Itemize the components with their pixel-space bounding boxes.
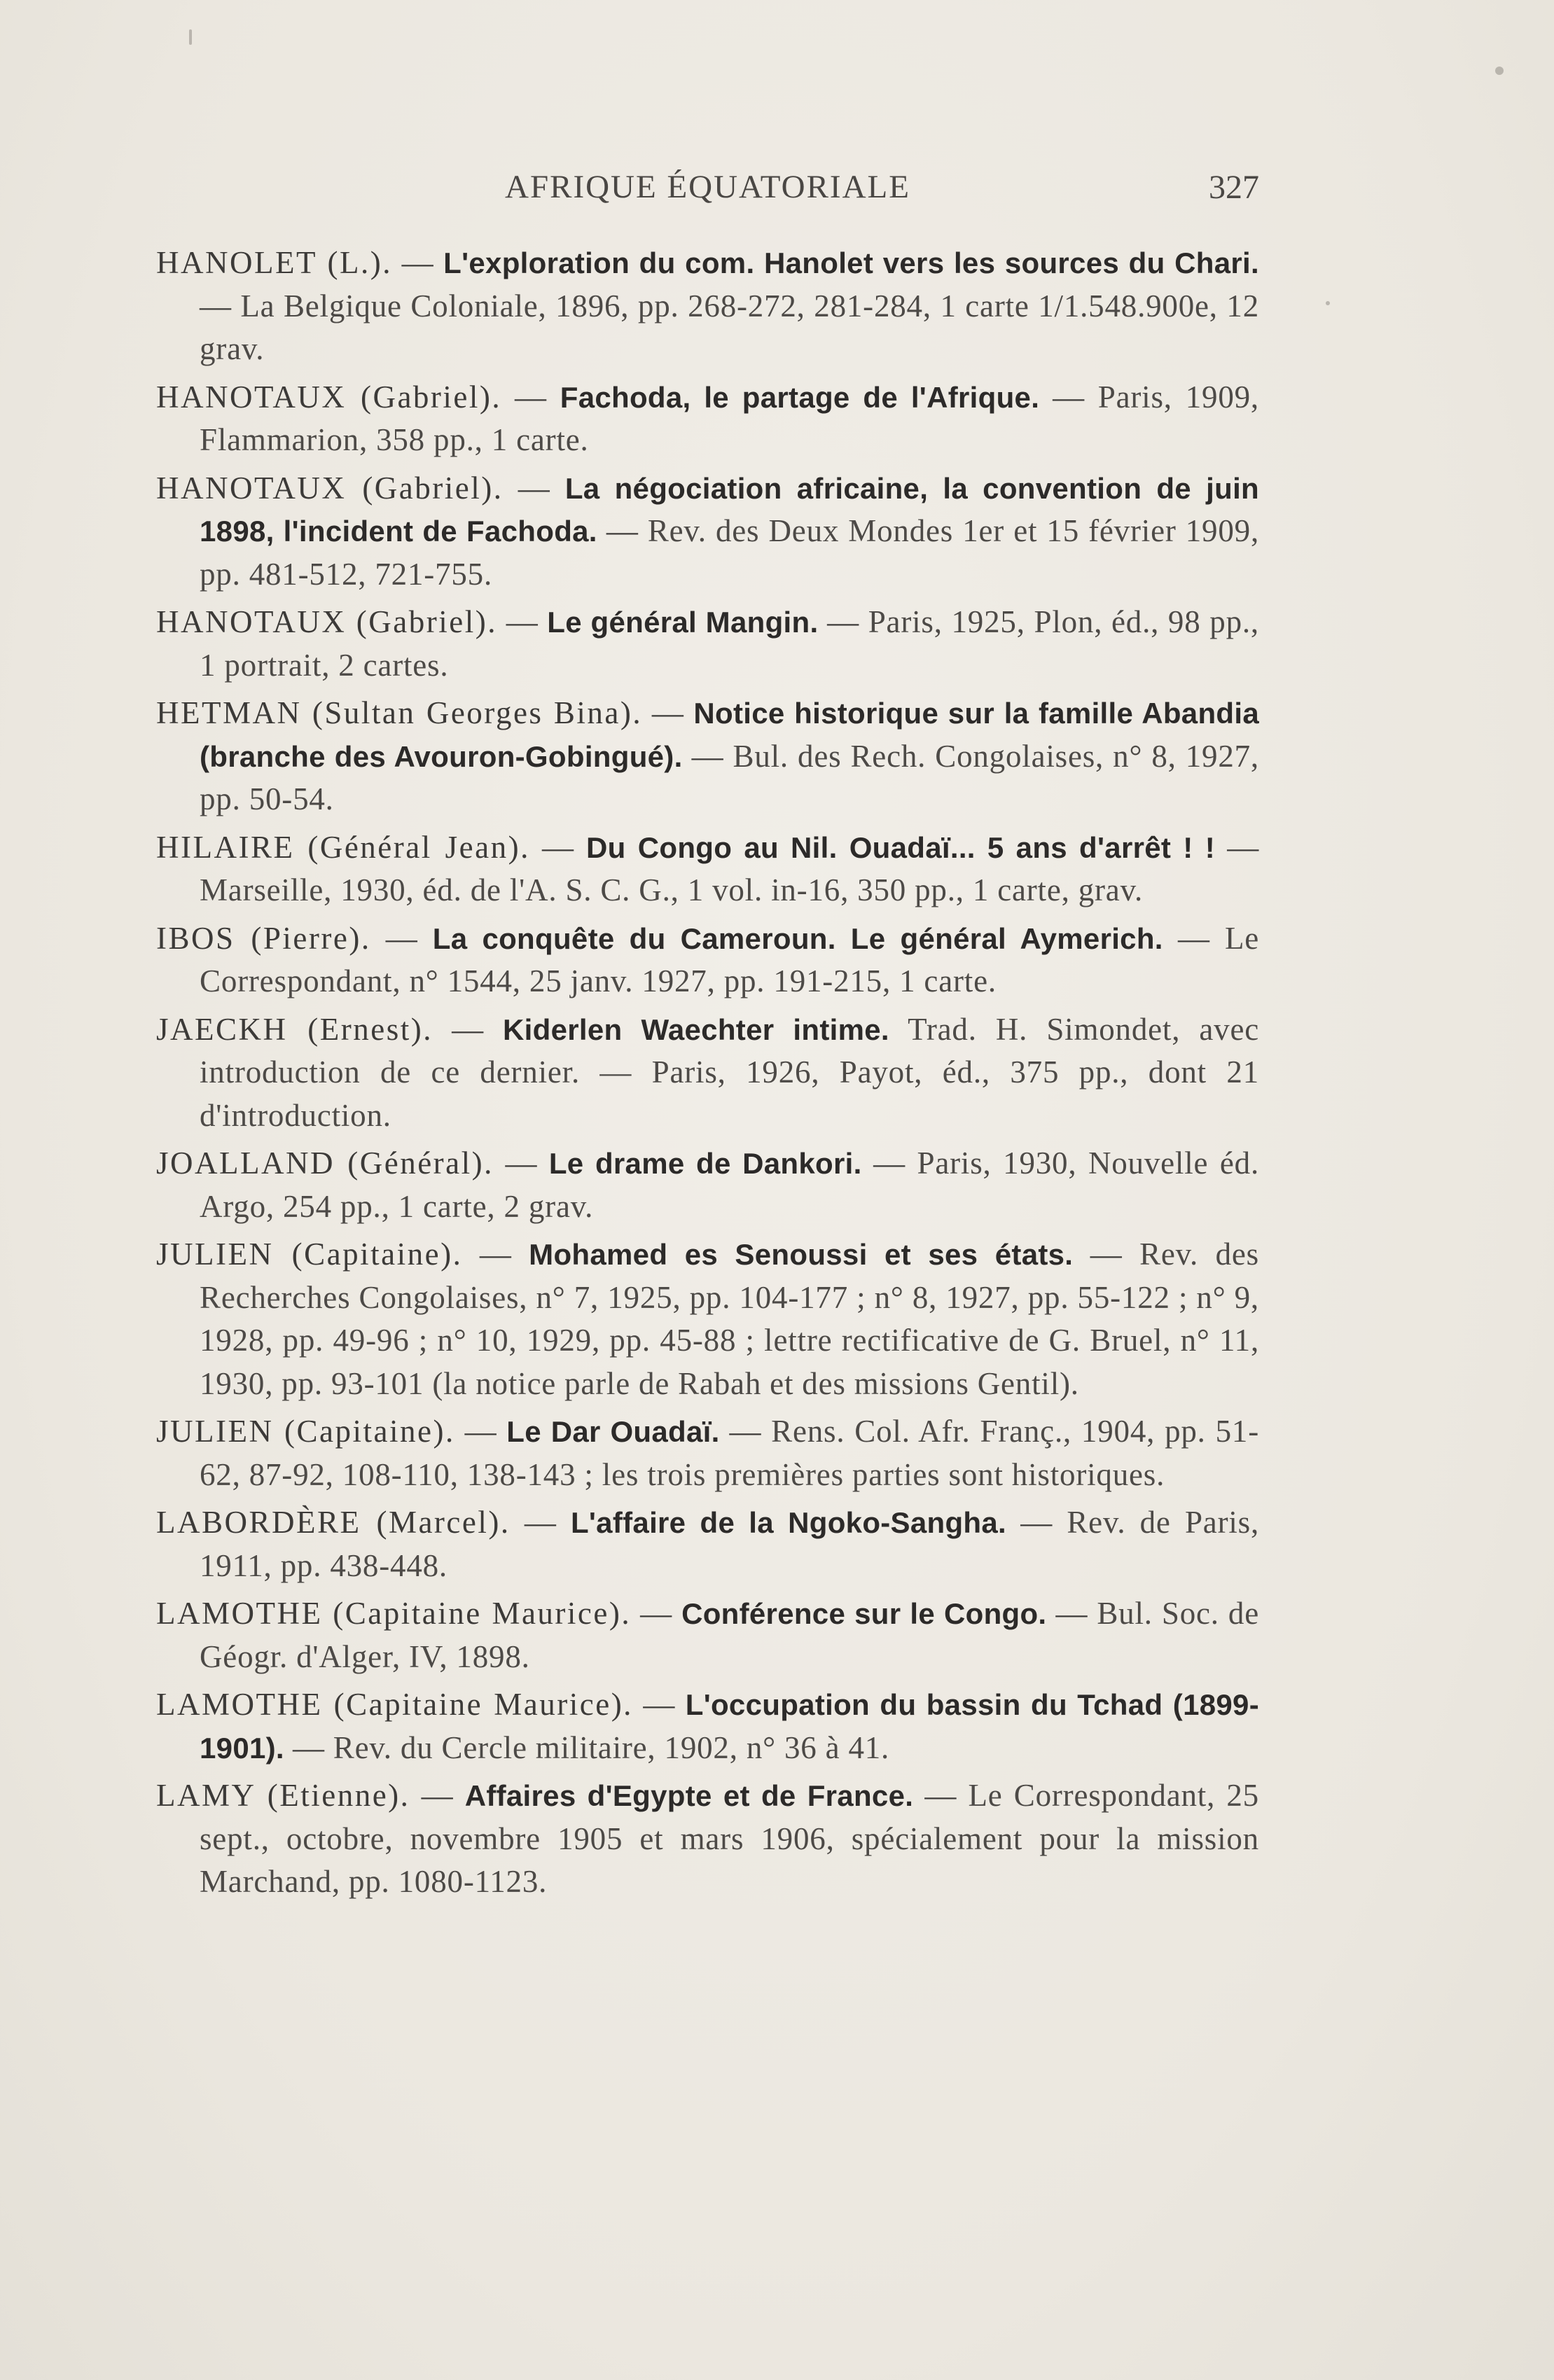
- entry-author: HANOTAUX (Gabriel).: [156, 604, 497, 639]
- bibliography-entry: LAMY (Etienne). — Affaires d'Egypte et de France. — Le Correspondant, 25 sept., octobre, novembre 1905 et mars 1906, spécialement pour la mission Marchand, pp. 1080-1123.: [156, 1778, 1259, 1899]
- bibliography-entry: HANOLET (L.). — L'exploration du com. Hanolet vers les sources du Chari. — La Belgique Coloniale, 1896, pp. 268-272, 281-284, 1 carte 1/1.548.900e, 12 grav.: [156, 245, 1259, 366]
- bibliography-entry: IBOS (Pierre). — La conquête du Cameroun. Le général Aymerich. — Le Correspondant, n° 1544, 25 janv. 1927, pp. 191-215, 1 carte.: [156, 920, 1259, 998]
- entry-title: Fachoda, le partage de l'Afrique.: [560, 380, 1040, 414]
- entry-title: Notice historique sur la famille Abandia (branche des Avouron-Gobingué).: [200, 697, 1260, 773]
- entry-publication: Rens. Col. Afr. Franç., 1904, pp. 51-62, 87-92, 108-110, 138-143 ; les trois premières parties sont historiques.: [200, 1414, 1259, 1492]
- entry-publication: Trad. H. Simondet, avec introduction de ce dernier. — Paris, 1926, Payot, éd., 375 pp., dont 21 d'introduction.: [200, 1011, 1259, 1133]
- entry-title: La conquête du Cameroun. Le général Aymerich.: [432, 921, 1163, 955]
- entry-author: HANOTAUX (Gabriel).: [156, 379, 502, 415]
- running-title: AFRIQUE ÉQUATORIALE: [505, 169, 910, 205]
- entry-title: Le Dar Ouadaï.: [506, 1415, 720, 1448]
- bibliography-entry: JULIEN (Capitaine). — Le Dar Ouadaï. — Rens. Col. Afr. Franç., 1904, pp. 51-62, 87-92, 108-110, 138-143 ; les trois premières parties sont historiques.: [156, 1414, 1259, 1492]
- entry-publication: Bul. Soc. de Géogr. d'Alger, IV, 1898.: [200, 1596, 1259, 1674]
- entry-author: JOALLAND (Général).: [156, 1146, 494, 1181]
- bibliography-entry: HANOTAUX (Gabriel). — Fachoda, le partage de l'Afrique. — Paris, 1909, Flammarion, 358 pp., 1 carte.: [156, 379, 1259, 457]
- entry-title: Le drame de Dankori.: [548, 1147, 862, 1180]
- entry-author: HANOTAUX (Gabriel).: [156, 470, 504, 506]
- entry-author: LABORDÈRE (Marcel).: [156, 1505, 511, 1540]
- entry-title: Conférence sur le Congo.: [681, 1597, 1047, 1630]
- entry-title: La négociation africaine, la convention de juin 1898, l'incident de Fachoda.: [200, 471, 1259, 548]
- entry-title: L'affaire de la Ngoko-Sangha.: [570, 1506, 1007, 1539]
- entry-publication: Marseille, 1930, éd. de l'A. S. C. G., 1 vol. in-16, 350 pp., 1 carte, grav.: [200, 872, 1144, 907]
- entry-publication: Paris, 1930, Nouvelle éd. Argo, 254 pp., 1 carte, 2 grav.: [200, 1146, 1260, 1224]
- entry-title: L'exploration du com. Hanolet vers les sources du Chari.: [443, 246, 1259, 279]
- entry-author: LAMY (Etienne).: [156, 1778, 410, 1813]
- bibliography-entry: HANOTAUX (Gabriel). — La négociation africaine, la convention de juin 1898, l'incident de Fachoda. — Rev. des Deux Mondes 1er et 15 février 1909, pp. 481-512, 721-755.: [156, 470, 1259, 592]
- entry-author: LAMOTHE (Capitaine Maurice).: [156, 1687, 633, 1722]
- entry-author: JAECKH (Ernest).: [156, 1011, 433, 1047]
- bibliography-entry: JAECKH (Ernest). — Kiderlen Waechter intime. Trad. H. Simondet, avec introduction de ce dernier. — Paris, 1926, Payot, éd., 375 pp., dont 21 d'introduction.: [156, 1011, 1259, 1133]
- bibliography-entry: LAMOTHE (Capitaine Maurice). — Conférence sur le Congo. — Bul. Soc. de Géogr. d'Alger, IV, 1898.: [156, 1596, 1259, 1674]
- entry-publication: Le Correspondant, n° 1544, 25 janv. 1927, pp. 191-215, 1 carte.: [200, 920, 1259, 998]
- bibliography-entry: JULIEN (Capitaine). — Mohamed es Senoussi et ses états. — Rev. des Recherches Congolaises, n° 7, 1925, pp. 104-177 ; n° 8, 1927, pp. 55-122 ; n° 9, 1928, pp. 49-96 ; n° 10, 1929, pp. 45-88 ; lettre rectificative de G. Bruel, n° 11, 1930, pp. 93-101 (la notice parle de Rabah et des missions Gentil).: [156, 1237, 1259, 1401]
- bibliography-list: [156, 242, 1259, 1909]
- entry-publication: La Belgique Coloniale, 1896, pp. 268-272, 281-284, 1 carte 1/1.548.900e, 12 grav.: [200, 288, 1259, 366]
- page-header: [156, 168, 1259, 217]
- page-number: 327: [1209, 169, 1259, 206]
- entry-author: LAMOTHE (Capitaine Maurice).: [156, 1596, 632, 1631]
- entry-author: HILAIRE (Général Jean).: [156, 829, 530, 865]
- entry-publication: Paris, 1909, Flammarion, 358 pp., 1 carte.: [200, 379, 1259, 457]
- entry-author: JULIEN (Capitaine).: [156, 1414, 455, 1449]
- bibliography-entry: LAMOTHE (Capitaine Maurice). — L'occupation du bassin du Tchad (1899-1901). — Rev. du Cercle militaire, 1902, n° 36 à 41.: [156, 1687, 1259, 1765]
- paper-speck: [189, 29, 192, 45]
- paper-speck: [1495, 67, 1504, 75]
- entry-publication: Rev. de Paris, 1911, pp. 438-448.: [200, 1505, 1260, 1583]
- entry-publication: Bul. des Rech. Congolaises, n° 8, 1927, pp. 50-54.: [200, 738, 1259, 816]
- entry-title: L'occupation du bassin du Tchad (1899-1901).: [200, 1688, 1259, 1765]
- entry-publication: Rev. des Deux Mondes 1er et 15 février 1909, pp. 481-512, 721-755.: [200, 513, 1259, 592]
- bibliography-entry: HILAIRE (Général Jean). — Du Congo au Nil. Ouadaï... 5 ans d'arrêt ! ! — Marseille, 1930, éd. de l'A. S. C. G., 1 vol. in-16, 350 pp., 1 carte, grav.: [156, 829, 1259, 907]
- entry-publication: Rev. des Recherches Congolaises, n° 7, 1925, pp. 104-177 ; n° 8, 1927, pp. 55-122 ; n° 9, 1928, pp. 49-96 ; n° 10, 1929, pp. 45-88 ; lettre rectificative de G. Bruel, n° 11, 1930, pp. 93-101 (la notice parle de Rabah et des missions Gentil).: [200, 1237, 1259, 1401]
- entry-title: Du Congo au Nil. Ouadaï... 5 ans d'arrêt ! !: [586, 830, 1215, 864]
- entry-author: IBOS (Pierre).: [156, 920, 371, 956]
- entry-author: HETMAN (Sultan Georges Bina).: [156, 695, 643, 730]
- bibliography-entry: JOALLAND (Général). — Le drame de Dankori. — Paris, 1930, Nouvelle éd. Argo, 254 pp., 1 carte, 2 grav.: [156, 1146, 1260, 1224]
- entry-title: Le général Mangin.: [547, 606, 819, 639]
- entry-publication: Le Correspondant, 25 sept., octobre, novembre 1905 et mars 1906, spécialement pour la mission Marchand, pp. 1080-1123.: [200, 1778, 1259, 1899]
- bibliography-entry: LABORDÈRE (Marcel). — L'affaire de la Ngoko-Sangha. — Rev. de Paris, 1911, pp. 438-448.: [156, 1505, 1260, 1583]
- entry-author: JULIEN (Capitaine).: [156, 1237, 463, 1272]
- entry-publication: Rev. du Cercle militaire, 1902, n° 36 à 41.: [333, 1730, 890, 1765]
- entry-title: Kiderlen Waechter intime.: [503, 1012, 889, 1046]
- paper-speck: [1326, 301, 1330, 305]
- entry-title: Affaires d'Egypte et de France.: [464, 1779, 914, 1812]
- entry-publication: Paris, 1925, Plon, éd., 98 pp., 1 portrait, 2 cartes.: [200, 604, 1259, 683]
- bibliography-entry: HETMAN (Sultan Georges Bina). — Notice historique sur la famille Abandia (branche des Avouron-Gobingué). — Bul. des Rech. Congolaises, n° 8, 1927, pp. 50-54.: [156, 695, 1260, 816]
- entry-author: HANOLET (L.).: [156, 245, 392, 280]
- bibliography-entry: HANOTAUX (Gabriel). — Le général Mangin. — Paris, 1925, Plon, éd., 98 pp., 1 portrait, 2 cartes.: [156, 604, 1259, 683]
- entry-title: Mohamed es Senoussi et ses états.: [529, 1238, 1074, 1271]
